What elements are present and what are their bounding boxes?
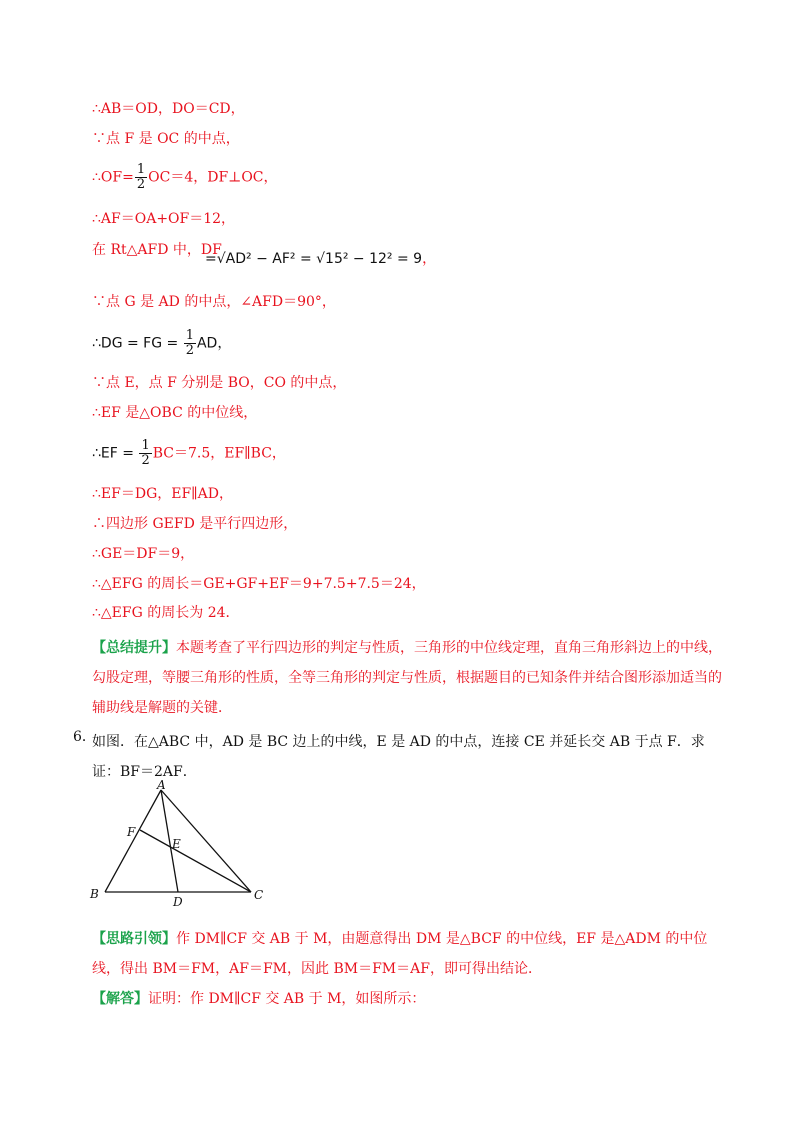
label-b: B xyxy=(90,887,99,901)
denominator: 2 xyxy=(136,177,146,192)
denominator: 2 xyxy=(185,343,194,358)
label-a: A xyxy=(157,780,166,792)
side-ab xyxy=(105,790,161,892)
problem-number: 6． xyxy=(73,729,96,745)
solution-line: 在 Rt△AFD 中，DF xyxy=(92,242,222,258)
fraction xyxy=(135,163,147,192)
solution-line: ∴AF＝OA+OF＝12， xyxy=(92,211,236,227)
label-f: F xyxy=(127,825,136,839)
text: ∴EF = xyxy=(92,445,139,462)
summary-block xyxy=(92,633,732,723)
text: BC＝7.5，EF∥BC， xyxy=(152,445,286,462)
solution-line xyxy=(92,163,278,192)
numerator: 1 xyxy=(136,162,146,177)
solution-line: ∴四边形 GEFD 是平行四边形， xyxy=(92,516,298,532)
answer-label: 【解答】 xyxy=(92,991,148,1007)
solution-line: ∵点 G 是 AD 的中点，∠AFD＝90°， xyxy=(92,294,336,310)
numerator: 1 xyxy=(141,438,150,453)
solution-line: ∴GE＝DF＝9， xyxy=(92,546,195,562)
solution-line xyxy=(92,329,231,358)
text: AD， xyxy=(196,335,232,352)
solution-line: ∴EF＝DG，EF∥AD， xyxy=(92,486,233,502)
answer-text: 证明：作 DM∥CF 交 AB 于 M，如图所示： xyxy=(148,991,426,1007)
solution-line: ∴△EFG 的周长＝GE+GF+EF＝9+7.5+7.5＝24， xyxy=(92,576,426,592)
numerator: 1 xyxy=(185,328,194,343)
sqrt-expression xyxy=(205,248,436,268)
label-c: C xyxy=(254,888,264,902)
text: ∴DG = FG = xyxy=(92,335,183,352)
answer-block xyxy=(92,989,732,1009)
label-d: D xyxy=(173,895,183,909)
sqrt-text: =√AD² − AF² = √15² − 12² = 9 xyxy=(205,251,423,267)
summary-label: 【总结提升】 xyxy=(92,640,176,656)
solution-line: ∵点 E，点 F 分别是 BO，CO 的中点， xyxy=(92,375,347,391)
solution-line: ∵点 F 是 OC 的中点， xyxy=(92,131,240,147)
solution-line: ∴△EFG 的周长为 24． xyxy=(92,605,240,621)
hint-text: 作 DM∥CF 交 AB 于 M，由题意得出 DM 是△BCF 的中位线，EF 是△ADM 的中位线，得出 BM＝FM，AF＝FM，因此 BM＝FM＝AF，即可得出结论． xyxy=(92,931,708,977)
summary-text: 本题考查了平行四边形的判定与性质，三角形的中位线定理，直角三角形斜边上的中线，勾股定理，等腰三角形的性质，全等三角形的判定与性质，根据题目的已知条件并结合图形添加适当的辅助线是解题的关键． xyxy=(92,640,722,716)
problem-text: 如图．在△ABC 中，AD 是 BC 边上的中线，E 是 AD 的中点，连接 CE 并延长交 AB 于点 F．求证：BF＝2AF． xyxy=(92,734,705,780)
denominator: 2 xyxy=(141,453,150,468)
fraction xyxy=(139,439,151,468)
solution-line: ∴AB＝OD，DO＝CD， xyxy=(92,101,245,117)
triangle-figure xyxy=(85,780,275,910)
text: ∴OF= xyxy=(92,169,134,186)
text: OC＝4，DF⊥OC， xyxy=(148,169,278,186)
fraction xyxy=(184,329,196,358)
label-e: E xyxy=(172,837,181,851)
segment-cf xyxy=(140,830,251,892)
hint-label: 【思路引领】 xyxy=(92,931,176,947)
solution-line: ∴EF 是△OBC 的中位线， xyxy=(92,405,258,421)
hint-block xyxy=(92,924,732,984)
punct: ， xyxy=(422,251,437,267)
solution-line xyxy=(92,439,286,468)
